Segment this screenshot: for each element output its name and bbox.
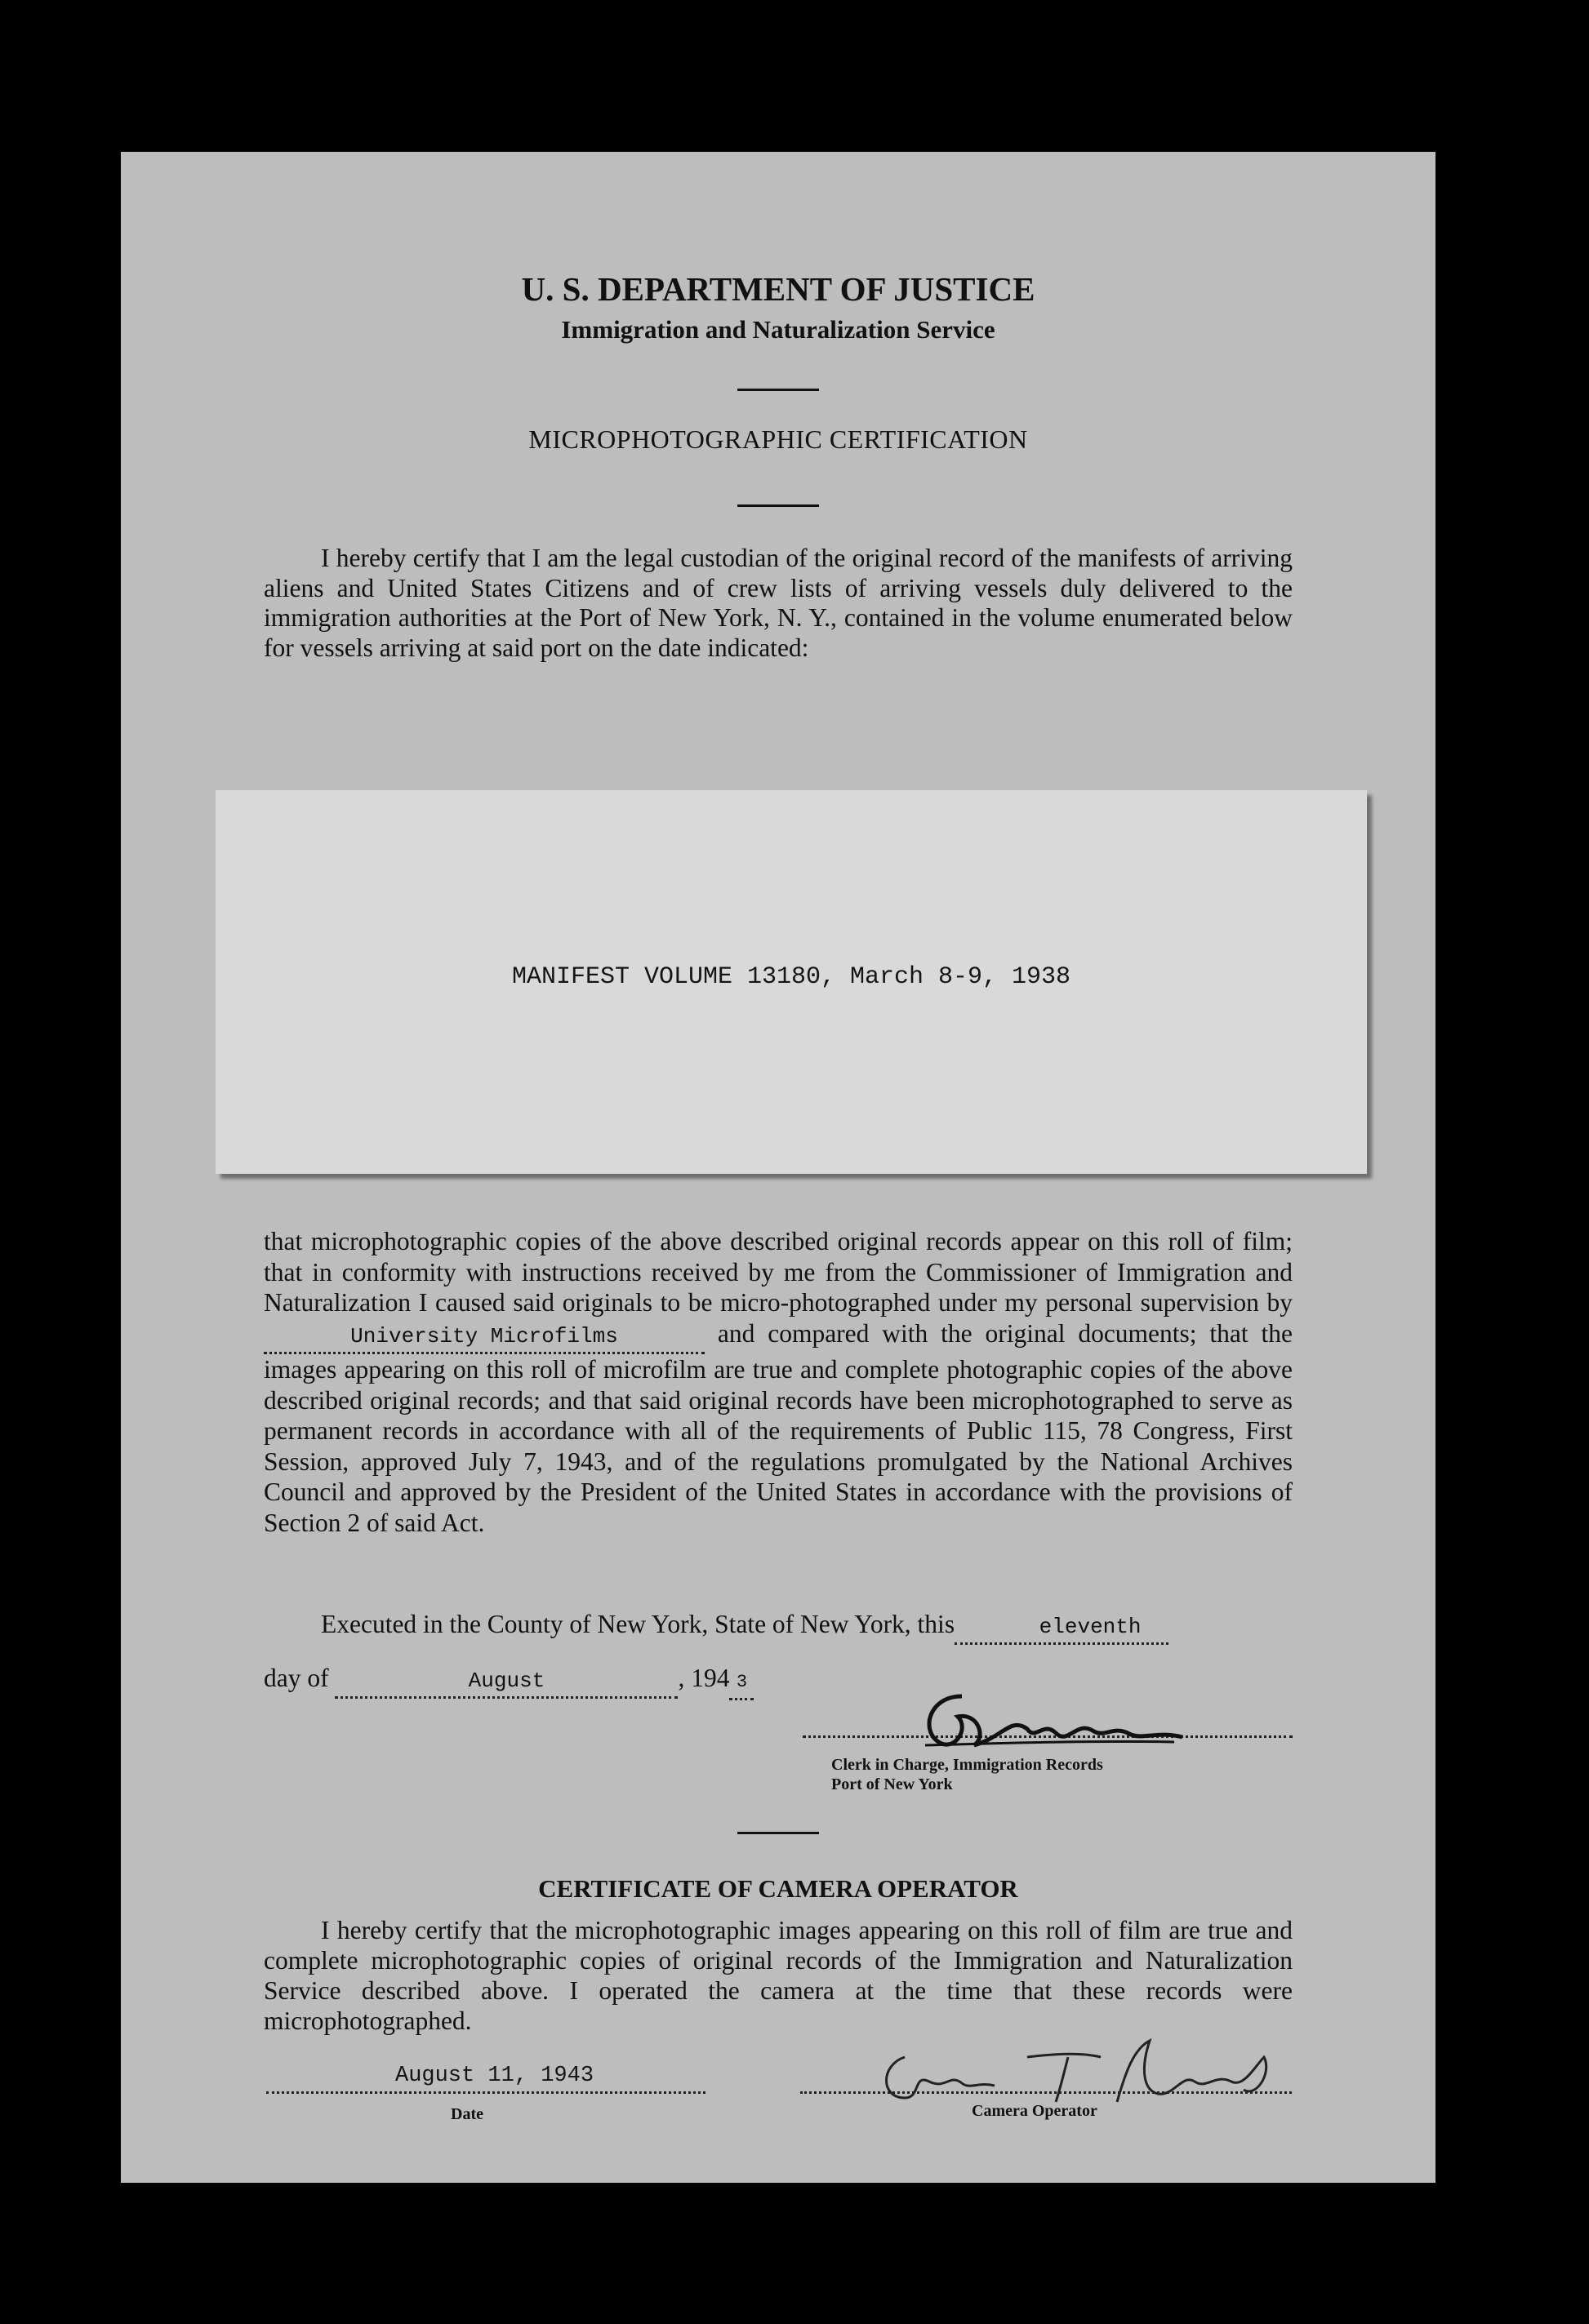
certification-title: MICROPHOTOGRAPHIC CERTIFICATION: [528, 424, 1028, 454]
camera-operator-label: Camera Operator: [972, 2102, 1097, 2120]
body-text-part2: and compared with the original documents; that the images appearing on this roll of microfilm are true and complete photographic copies of the above described original records; and that said original records have been microphotographed to serve as permanent records in accordance with all of the requirements of Public 115, 78 Congress, First Session, approved July 7, 1943, and of the regulations promulgated by the National Archives Council and approved by the President of the United States in accordance with the provisions of Section 2 of said Act.: [264, 1318, 1293, 1537]
divider: [737, 504, 819, 507]
day-value: eleventh: [1039, 1615, 1142, 1639]
supervisor-field: [264, 1318, 705, 1355]
clerk-title-line1: Clerk in Charge, Immigration Records: [831, 1756, 1103, 1774]
divider: [737, 1832, 819, 1834]
body-text-part1: that microphotographic copies of the above described original records appear on this roll of film; that in conformity with instructions received by me from the Commissioner of Immigration and Naturalization I caused said originals to be micro-photographed under my personal supervision by: [264, 1227, 1293, 1317]
volume-slip: [216, 790, 1367, 1174]
date-line-dots: [266, 2091, 705, 2094]
day-of-label: day of: [264, 1664, 329, 1692]
date-label: Date: [451, 2105, 483, 2123]
camera-heading: CERTIFICATE OF CAMERA OPERATOR: [538, 1874, 1018, 1903]
clerk-signature: [913, 1680, 1191, 1762]
day-field: [955, 1610, 1168, 1645]
camera-date-value: August 11, 1943: [395, 2064, 594, 2088]
year-value: 3: [736, 1672, 748, 1692]
month-value: August: [468, 1669, 545, 1693]
executed-line: [264, 1610, 1293, 1645]
executed-prefix: Executed in the County of New York, State of New York, this: [321, 1610, 955, 1638]
clerk-title-line2: Port of New York: [831, 1775, 953, 1793]
clerk-title: [831, 1755, 1103, 1794]
supervisor-value: University Microfilms: [350, 1323, 618, 1349]
month-field: [335, 1664, 678, 1699]
operator-line-dots: [800, 2091, 1292, 2094]
department-heading: U. S. DEPARTMENT OF JUSTICE: [521, 270, 1035, 308]
year-prefix: , 194: [678, 1664, 730, 1692]
service-subheading: Immigration and Naturalization Service: [561, 315, 995, 344]
volume-slip-text: MANIFEST VOLUME 13180, March 8-9, 1938: [511, 963, 1071, 991]
year-field: [729, 1664, 754, 1700]
camera-paragraph: I hereby certify that the microphotographic images appearing on this roll of film are true and complete microphotographic copies of original records of the Immigration and Naturalization Service described above. I operated the camera at the time that these records were microphotographed.: [264, 1916, 1293, 2035]
divider: [737, 389, 819, 391]
intro-paragraph: I hereby certify that I am the legal custodian of the original record of the manifests of arriving aliens and United States Citizens and of crew lists of arriving vessels duly delivered to the immigration authorities at the Port of New York, N. Y., contained in the volume enumerated below for vessels arriving at said port on the date indicated:: [264, 544, 1293, 662]
certificate-page: [121, 152, 1435, 2183]
body-paragraph: [264, 1226, 1293, 1538]
